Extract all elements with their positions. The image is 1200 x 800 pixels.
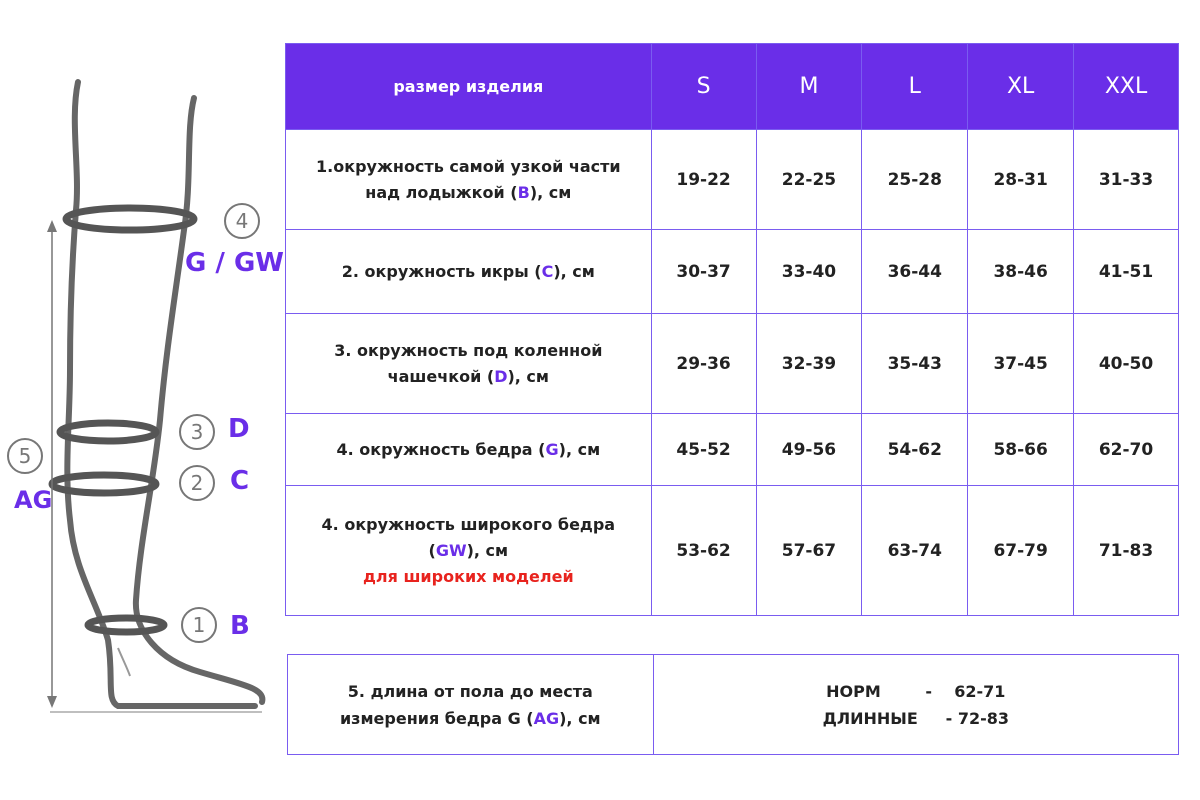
header-size-m: M (756, 44, 862, 130)
length-normal: НОРМ - 62-71 (826, 681, 1006, 701)
table-row (286, 130, 1179, 230)
band-1 (88, 618, 164, 632)
table-cell: 30-37 (651, 230, 756, 314)
ag-arrow-bottom (47, 696, 57, 708)
table-cell: 36-44 (862, 230, 968, 314)
table-row (286, 486, 1179, 616)
table-row (288, 655, 1179, 755)
ankle-line (118, 648, 130, 676)
leg-diagram (0, 0, 290, 800)
table-cell: 25-28 (862, 130, 968, 230)
table-cell: 29-36 (651, 314, 756, 414)
label-c: C (230, 466, 250, 496)
table-cell: 63-74 (862, 486, 968, 616)
table-row (286, 230, 1179, 314)
header-size-s: S (651, 44, 756, 130)
label-b: B (230, 611, 250, 641)
table-cell: 67-79 (968, 486, 1074, 616)
row-label: 2. окружность икры (C), см (286, 230, 652, 314)
header-row (286, 44, 1179, 130)
band-3 (60, 423, 156, 441)
band-4 (66, 208, 194, 230)
table-cell: 38-46 (968, 230, 1074, 314)
wide-models-note: для широких моделей (362, 566, 574, 586)
circle-1-number: 1 (192, 613, 206, 637)
table-cell: 22-25 (756, 130, 862, 230)
table-cell: 41-51 (1074, 230, 1179, 314)
table-cell: 45-52 (651, 414, 756, 486)
row-label: 4. окружность широкого бедра (GW), см для широких моделей (286, 486, 652, 616)
length-long: ДЛИННЫЕ - 72-83 (822, 708, 1010, 728)
table-cell: 71-83 (1074, 486, 1179, 616)
header-size-xl: XL (968, 44, 1074, 130)
table-cell: 33-40 (756, 230, 862, 314)
label-ag: AG (14, 486, 53, 514)
row-label: 3. окружность под коленной чашечкой (D), см (286, 314, 652, 414)
table-cell: 32-39 (756, 314, 862, 414)
table-cell: 57-67 (756, 486, 862, 616)
table-cell: 37-45 (968, 314, 1074, 414)
header-size-l: L (862, 44, 968, 130)
header-size-name: размер изделия (286, 44, 652, 130)
table-cell: 49-56 (756, 414, 862, 486)
table-cell: 19-22 (651, 130, 756, 230)
table-row (286, 414, 1179, 486)
label-g-gw: G / GW (185, 248, 284, 278)
table-cell: 58-66 (968, 414, 1074, 486)
row-label: 4. окружность бедра (G), см (286, 414, 652, 486)
length-values (653, 655, 1178, 755)
table-cell: 31-33 (1074, 130, 1179, 230)
ag-arrow-top (47, 220, 57, 232)
row-label: 1.окружность самой узкой части над лодыжкой (B), см (286, 130, 652, 230)
circle-2-number: 2 (190, 471, 204, 495)
circle-4-number: 4 (235, 209, 249, 233)
table-cell: 62-70 (1074, 414, 1179, 486)
table-cell: 54-62 (862, 414, 968, 486)
circle-5-number: 5 (18, 444, 32, 468)
table-cell: 28-31 (968, 130, 1074, 230)
circle-3-number: 3 (190, 420, 204, 444)
label-d: D (228, 414, 250, 444)
table-row (286, 314, 1179, 414)
table-cell: 53-62 (651, 486, 756, 616)
length-table (287, 654, 1179, 755)
table-cell: 35-43 (862, 314, 968, 414)
length-row-label: 5. длина от пола до места измерения бедра G (AG), см (288, 655, 654, 755)
header-size-xxl: XXL (1074, 44, 1179, 130)
table-cell: 40-50 (1074, 314, 1179, 414)
size-table (285, 43, 1179, 616)
